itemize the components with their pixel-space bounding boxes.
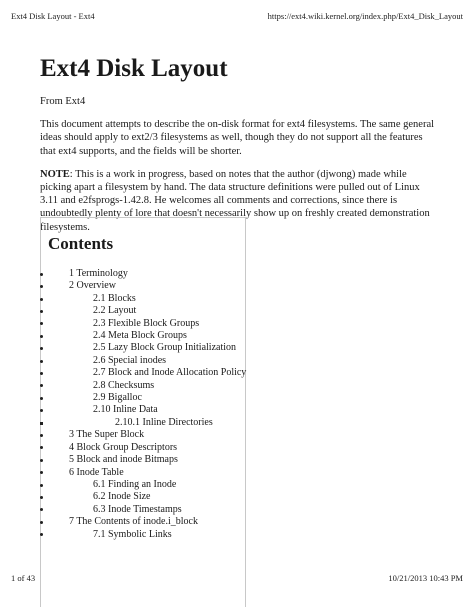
toc-link[interactable]: 6.3 Inode Timestamps (48, 504, 245, 516)
toc-link[interactable]: 6 Inode Table (48, 467, 245, 479)
toc-link[interactable]: 2.9 Bigalloc (48, 392, 245, 404)
toc-link[interactable]: 2.10.1 Inline Directories (48, 417, 245, 429)
from-line: From Ext4 (40, 96, 86, 107)
toc-title: Contents (48, 234, 114, 253)
toc-link[interactable]: 2 Overview (48, 280, 245, 292)
toc-link[interactable]: 1 Terminology (48, 268, 245, 280)
toc-link[interactable]: 2.6 Special inodes (48, 355, 245, 367)
toc-link[interactable]: 2.4 Meta Block Groups (48, 330, 245, 342)
note-label: NOTE (40, 168, 70, 180)
print-header-title: Ext4 Disk Layout - Ext4 (11, 11, 95, 21)
print-header (11, 11, 463, 21)
toc-link[interactable]: 2.3 Flexible Block Groups (48, 318, 245, 330)
toc-link[interactable]: 6.1 Finding an Inode (48, 479, 245, 491)
toc-link[interactable]: 3 The Super Block (48, 429, 245, 441)
toc-link[interactable]: 5 Block and inode Bitmaps (48, 454, 245, 466)
note-text: : This is a work in progress, based on notes that the author (djwong) made while picking apart a filesystem by hand. The data structure definitions were pulled out of Linux 3.11 and e2fsprogs-1.42.8. He welcomes all comments and corrections, since there is undoubtedly plenty of lore that doesn't necessarily show up on freshly created demonstration filesystems. (40, 168, 430, 233)
intro-paragraph: This document attempts to describe the on-disk format for ext4 filesystems. The same general ideas should apply to ext2/3 filesystems as well, though they do not support all the features that ext4 supports, and the fields will be shorter. (40, 119, 435, 157)
toc-link[interactable]: 2.10 Inline Data (48, 404, 245, 416)
page-number: 1 of 43 (11, 573, 36, 583)
toc-link[interactable]: 2.8 Checksums (48, 380, 245, 392)
toc-link[interactable]: 4 Block Group Descriptors (48, 442, 245, 454)
toc-link[interactable]: 7.1 Symbolic Links (48, 529, 245, 541)
print-timestamp: 10/21/2013 10:43 PM (388, 573, 463, 583)
toc-link[interactable]: 2.1 Blocks (48, 293, 245, 305)
page-title: Ext4 Disk Layout (40, 55, 228, 82)
table-of-contents (40, 217, 246, 607)
print-header-url: https://ext4.wiki.kernel.org/index.php/Ext4_Disk_Layout (267, 11, 463, 21)
article (40, 54, 440, 234)
toc-link[interactable]: 7 The Contents of inode.i_block (48, 516, 245, 528)
toc-link[interactable]: 2.7 Block and Inode Allocation Policy (48, 367, 245, 379)
toc-link[interactable]: 2.5 Lazy Block Group Initialization (48, 342, 245, 354)
toc-link[interactable]: 2.2 Layout (48, 305, 245, 317)
print-footer (11, 573, 463, 583)
toc-list (48, 268, 245, 541)
toc-link[interactable]: 6.2 Inode Size (48, 491, 245, 503)
